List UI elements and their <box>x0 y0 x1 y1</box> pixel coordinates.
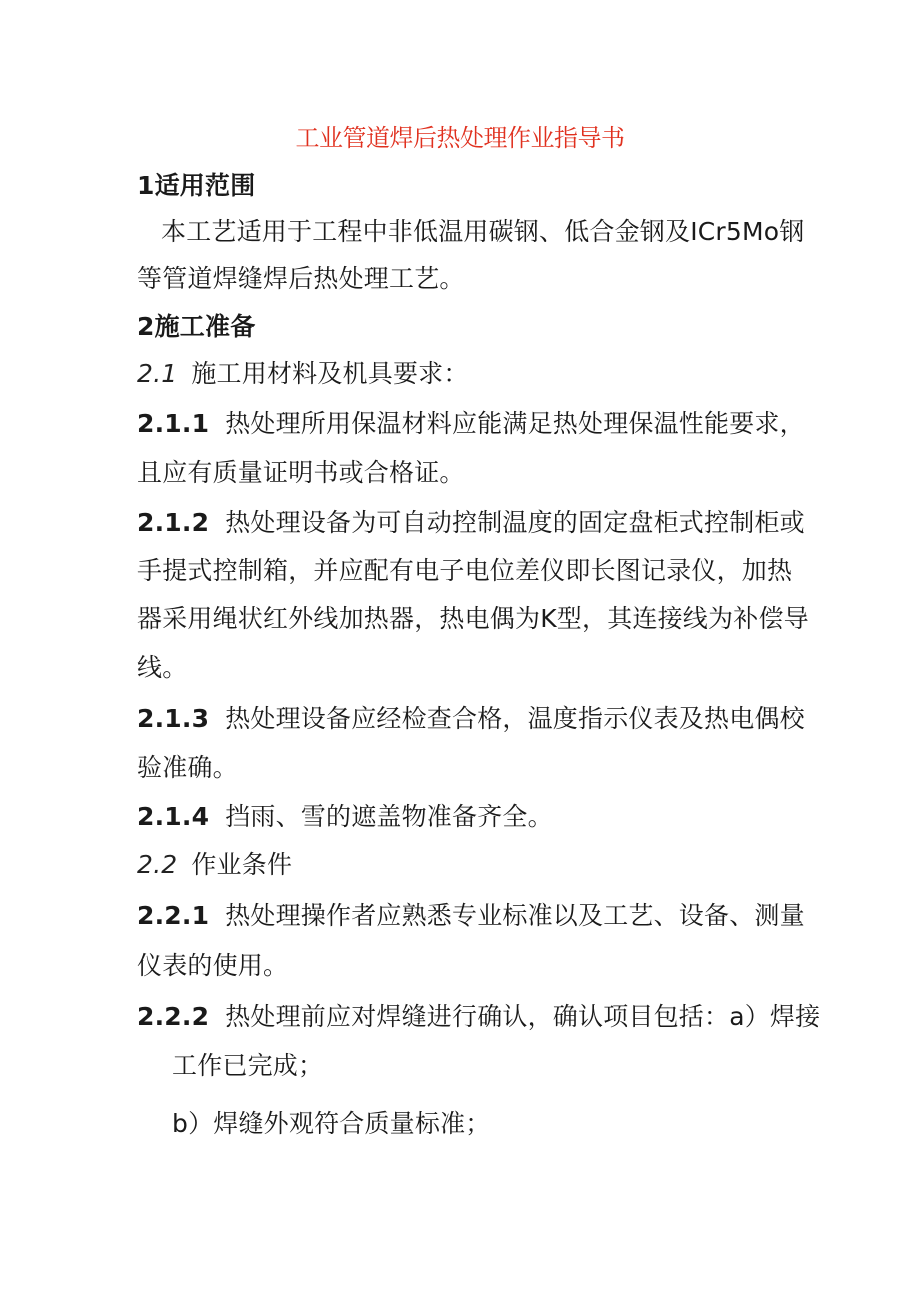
subsection-2-2-number: 2.2 <box>137 850 178 879</box>
section-1-heading: 1适用范围 <box>137 171 256 200</box>
subsection-2-2 <box>137 847 292 883</box>
section-2-heading: 2施工准备 <box>137 312 256 341</box>
item-2-1-2-line-4: 线。 <box>137 653 188 682</box>
item-2-1-4-line-1 <box>137 799 553 835</box>
item-2-1-2-line-2: 手提式控制箱，并应配有电子电位差仪即长图记录仪，加热 <box>137 556 793 585</box>
item-2-2-2-number: 2.2.2 <box>137 1002 210 1031</box>
subsection-2-2-text: 作业条件 <box>191 850 293 879</box>
item-2-1-2-number: 2.1.2 <box>137 508 210 537</box>
item-2-1-2-text-1: 热处理设备为可自动控制温度的固定盘柜式控制柜或 <box>225 508 805 537</box>
item-2-1-2-line-1 <box>137 505 805 541</box>
item-2-1-3-number: 2.1.3 <box>137 704 210 733</box>
subsection-2-1-text: 施工用材料及机具要求： <box>191 359 469 388</box>
document-title: 工业管道焊后热处理作业指导书 <box>295 124 625 152</box>
item-2-1-1-line-1 <box>137 406 805 442</box>
subsection-2-1-number: 2.1 <box>137 359 178 388</box>
item-2-2-1-line-2: 仪表的使用。 <box>137 951 289 980</box>
item-2-2-1-number: 2.2.1 <box>137 901 210 930</box>
item-2-2-2-line-2: 工作已完成； <box>172 1051 324 1080</box>
item-2-2-1-line-1 <box>137 898 805 934</box>
item-2-1-3-line-2: 验准确。 <box>137 753 238 782</box>
item-2-1-2-line-3: 器采用绳状红外线加热器，热电偶为K型，其连接线为补偿导 <box>137 604 809 633</box>
item-2-2-1-text-1: 热处理操作者应熟悉专业标准以及工艺、设备、测量 <box>225 901 805 930</box>
item-2-2-2-line-1 <box>137 999 820 1035</box>
section-1-paragraph-line-1: 本工艺适用于工程中非低温用碳钢、低合金钢及ICr5Mo钢 <box>161 217 805 246</box>
subsection-2-1 <box>137 356 469 392</box>
item-2-1-4-number: 2.1.4 <box>137 802 210 831</box>
item-2-1-3-line-1 <box>137 701 805 737</box>
item-2-1-1-text-1: 热处理所用保温材料应能满足热处理保温性能要求， <box>225 409 805 438</box>
item-2-2-2-text-1: 热处理前应对焊缝进行确认，确认项目包括：a）焊接 <box>225 1002 821 1031</box>
item-2-1-3-text-1: 热处理设备应经检查合格，温度指示仪表及热电偶校 <box>225 704 805 733</box>
item-2-1-4-text-1: 挡雨、雪的遮盖物准备齐全。 <box>225 802 553 831</box>
item-2-1-1-number: 2.1.1 <box>137 409 210 438</box>
section-1-paragraph-line-2: 等管道焊缝焊后热处理工艺。 <box>137 264 465 293</box>
item-2-2-2-line-3: b）焊缝外观符合质量标准； <box>172 1109 491 1138</box>
item-2-1-1-line-2: 且应有质量证明书或合格证。 <box>137 458 465 487</box>
